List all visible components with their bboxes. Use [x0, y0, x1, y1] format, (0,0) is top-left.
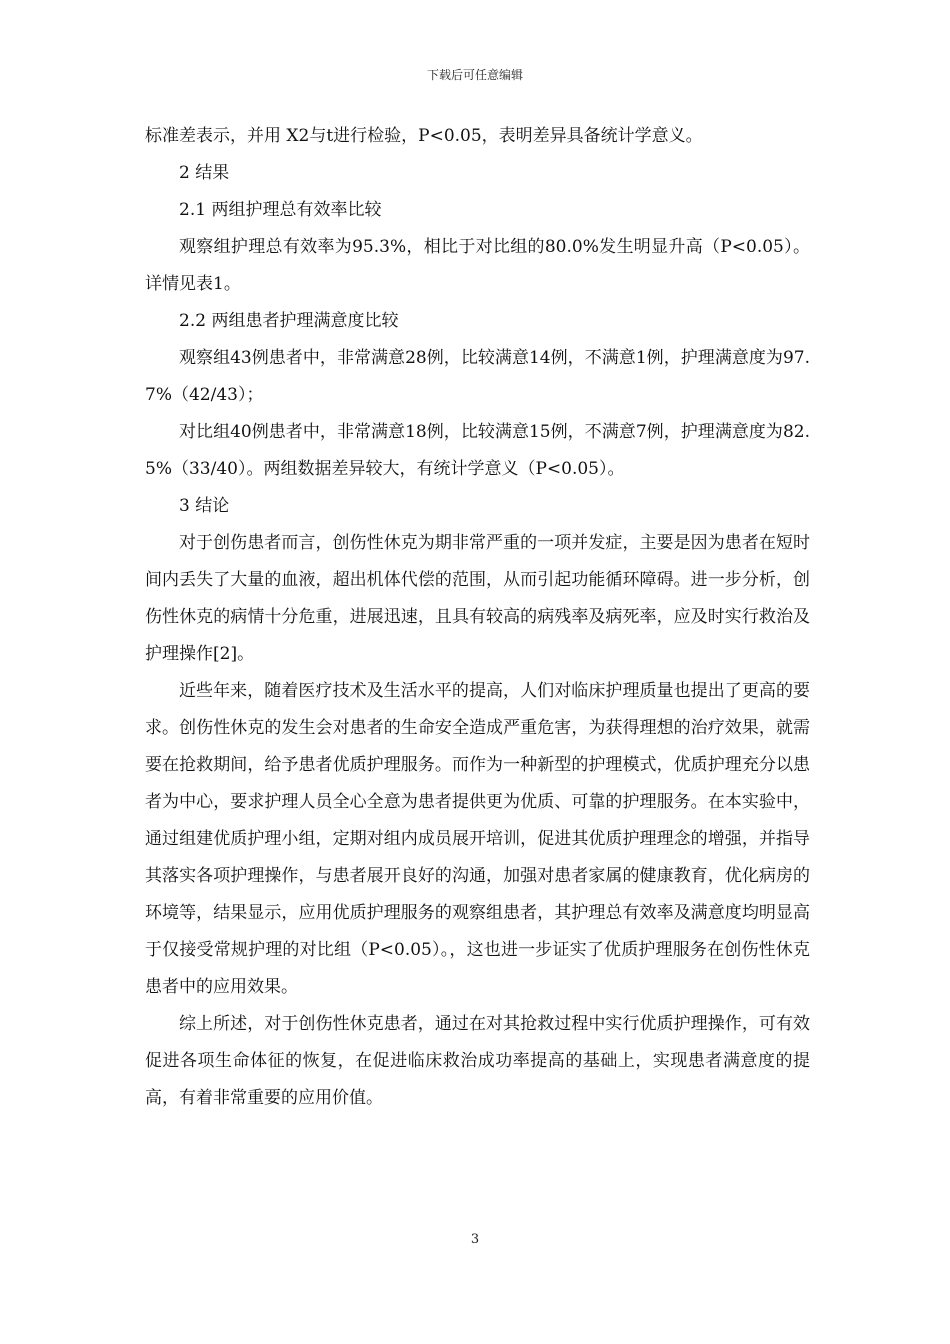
- section-heading-results: 2 结果: [179, 163, 230, 183]
- paragraph-control-satisfaction: 对比组40例患者中，非常满意18例，比较满意15例，不满意7例，护理满意度为82.5%（33/40）。两组数据差异较大，有统计学意义（P<0.05）。: [145, 422, 810, 479]
- paragraph-conclusion-1: 对于创伤患者而言，创伤性休克为期非常严重的一项并发症，主要是因为患者在短时间内丢失了大量的血液，超出机体代偿的范围，从而引起功能循环障碍。进一步分析，创伤性休克的病情十分危重，进展迅速，且具有较高的病残率及病死率，应及时实行救治及护理操作[2]。: [145, 533, 810, 664]
- paragraph-conclusion-2: 近些年来，随着医疗技术及生活水平的提高，人们对临床护理质量也提出了更高的要求。创伤性休克的发生会对患者的生命安全造成严重危害，为获得理想的治疗效果，就需要在抢救期间，给予患者优质护理服务。而作为一种新型的护理模式，优质护理充分以患者为中心，要求护理人员全心全意为患者提供更为优质、可靠的护理服务。在本实验中，通过组建优质护理小组，定期对组内成员展开培训，促进其优质护理理念的增强，并指导其落实各项护理操作，与患者展开良好的沟通，加强对患者家属的健康教育，优化病房的环境等，结果显示，应用优质护理服务的观察组患者，其护理总有效率及满意度均明显高于仅接受常规护理的对比组（P<0.05）。，这也进一步证实了优质护理服务在创伤性休克患者中的应用效果。: [145, 681, 810, 997]
- subsection-heading-2-2: 2.2 两组患者护理满意度比较: [179, 311, 399, 331]
- paragraph-observation-satisfaction: 观察组43例患者中，非常满意28例，比较满意14例，不满意1例，护理满意度为97.7%（42/43）；: [145, 348, 810, 405]
- paragraph-efficacy: 观察组护理总有效率为95.3%，相比于对比组的80.0%发生明显升高（P<0.05）。详情见表1。: [145, 237, 810, 294]
- page-header: 下载后可任意编辑: [426, 68, 523, 82]
- subsection-heading-2-1: 2.1 两组护理总有效率比较: [179, 200, 382, 220]
- paragraph-methods-continuation: 标准差表示，并用 X2与t进行检验，P<0.05，表明差异具备统计学意义。: [145, 126, 703, 146]
- document-body: [145, 118, 810, 1117]
- paragraph-summary: 综上所述，对于创伤性休克患者，通过在对其抢救过程中实行优质护理操作，可有效促进各项生命体征的恢复，在促进临床救治成功率提高的基础上，实现患者满意度的提高，有着非常重要的应用价值。: [145, 1014, 810, 1108]
- section-heading-conclusion: 3 结论: [179, 496, 230, 516]
- page-number: 3: [470, 1232, 480, 1247]
